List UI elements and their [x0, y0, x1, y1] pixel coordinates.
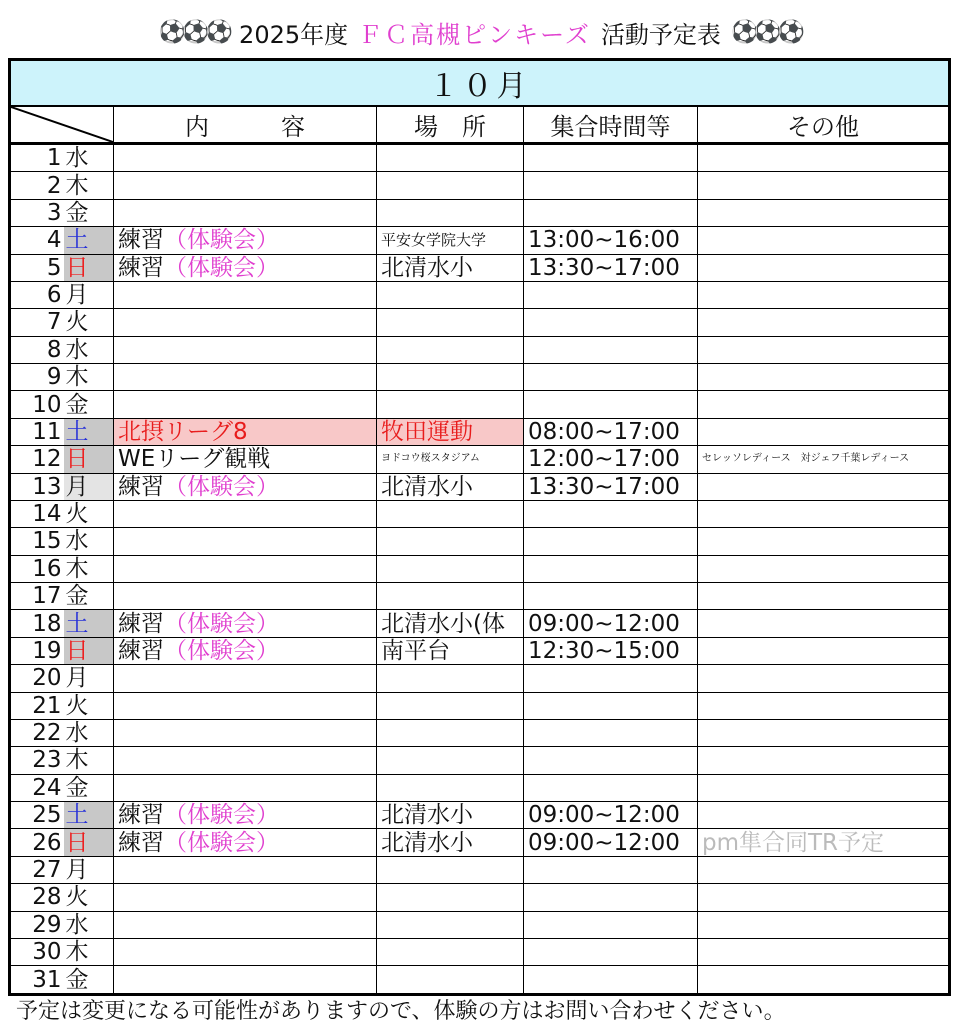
table-row: [10, 364, 950, 391]
event-title: 練習: [118, 254, 164, 281]
event-content: [114, 172, 377, 199]
day-number: 30: [10, 938, 64, 965]
event-place: [377, 309, 524, 336]
table-row: [10, 802, 950, 829]
event-place: [377, 364, 524, 391]
table-row: [10, 391, 950, 418]
meeting-time: [524, 884, 698, 911]
other-note: [698, 336, 950, 363]
day-number: 15: [10, 528, 64, 555]
column-header-time: 集合時間等: [524, 106, 698, 144]
weekday-cell: 水: [64, 719, 114, 746]
table-row: [10, 254, 950, 281]
table-row: [10, 583, 950, 610]
table-row: [10, 144, 950, 172]
meeting-time: [524, 966, 698, 995]
meeting-time: [524, 911, 698, 938]
event-content: [114, 692, 377, 719]
event-content: [114, 719, 377, 746]
day-number: 5: [10, 254, 64, 281]
event-content: [114, 336, 377, 363]
day-number: 10: [10, 391, 64, 418]
day-number: 11: [10, 418, 64, 445]
trial-session-note: （体験会）: [164, 254, 279, 281]
other-note: [698, 583, 950, 610]
weekday-cell: 木: [64, 364, 114, 391]
meeting-time: [524, 856, 698, 883]
meeting-time: 13:30~17:00: [524, 254, 698, 281]
event-content: [114, 884, 377, 911]
trial-session-note: （体験会）: [164, 829, 279, 856]
other-note: [698, 856, 950, 883]
meeting-time: [524, 309, 698, 336]
meeting-time: [524, 391, 698, 418]
other-note: [698, 884, 950, 911]
document-title: [0, 12, 960, 52]
day-number: 26: [10, 829, 64, 856]
day-number: 27: [10, 856, 64, 883]
day-number: 13: [10, 473, 64, 500]
event-place: [377, 500, 524, 527]
event-place: 北清水小: [377, 254, 524, 281]
weekday-cell: 火: [64, 500, 114, 527]
trial-session-note: （体験会）: [164, 610, 279, 637]
table-row: [10, 446, 950, 473]
meeting-time: [524, 281, 698, 308]
weekday-cell: 火: [64, 884, 114, 911]
event-place: ヨドコウ桜スタジアム: [377, 446, 524, 473]
other-note: [698, 418, 950, 445]
other-note: [698, 364, 950, 391]
weekday-cell: 日: [64, 829, 114, 856]
event-place: [377, 555, 524, 582]
table-row: [10, 473, 950, 500]
table-row: [10, 774, 950, 801]
event-title: 練習: [118, 473, 164, 500]
day-number: 12: [10, 446, 64, 473]
event-place: 北清水小: [377, 829, 524, 856]
trial-session-note: （体験会）: [164, 473, 279, 500]
day-number: 14: [10, 500, 64, 527]
day-number: 9: [10, 364, 64, 391]
weekday-cell: 土: [64, 418, 114, 445]
meeting-time: [524, 583, 698, 610]
table-row: [10, 884, 950, 911]
event-title: WEリーグ観戦: [118, 446, 271, 473]
event-place: [377, 336, 524, 363]
weekday-cell: 土: [64, 610, 114, 637]
event-content: [114, 418, 377, 445]
table-row: [10, 665, 950, 692]
event-place: [377, 144, 524, 172]
event-content: [114, 610, 377, 637]
weekday-cell: 日: [64, 254, 114, 281]
meeting-time: [524, 692, 698, 719]
event-content: [114, 144, 377, 172]
event-content: [114, 254, 377, 281]
event-content: [114, 281, 377, 308]
event-place: [377, 391, 524, 418]
day-number: 21: [10, 692, 64, 719]
day-number: 20: [10, 665, 64, 692]
table-row: [10, 966, 950, 995]
table-row: [10, 856, 950, 883]
day-number: 6: [10, 281, 64, 308]
event-place: [377, 692, 524, 719]
meeting-time: 09:00~12:00: [524, 829, 698, 856]
day-number: 4: [10, 227, 64, 254]
other-note: [698, 692, 950, 719]
event-content: [114, 364, 377, 391]
trial-session-note: （体験会）: [164, 802, 279, 829]
table-row: [10, 500, 950, 527]
weekday-cell: 水: [64, 336, 114, 363]
meeting-time: 09:00~12:00: [524, 802, 698, 829]
event-place: [377, 719, 524, 746]
weekday-cell: 金: [64, 966, 114, 995]
event-title: 練習: [118, 227, 164, 254]
table-row: [10, 719, 950, 746]
other-note: [698, 966, 950, 995]
column-header-place: 場 所: [377, 106, 524, 144]
event-place: [377, 199, 524, 226]
table-row: [10, 418, 950, 445]
weekday-cell: 木: [64, 747, 114, 774]
column-header-other: その他: [698, 106, 950, 144]
diagonal-line-icon: [11, 107, 113, 142]
trial-session-note: （体験会）: [164, 637, 279, 664]
event-content: [114, 665, 377, 692]
event-content: [114, 966, 377, 995]
event-content: [114, 446, 377, 473]
schedule-table: [8, 58, 951, 996]
table-row: [10, 555, 950, 582]
event-place: [377, 172, 524, 199]
other-note: [698, 281, 950, 308]
event-place: [377, 884, 524, 911]
meeting-time: [524, 528, 698, 555]
meeting-time: 09:00~12:00: [524, 610, 698, 637]
soccer-ball-icon: ⚽⚽⚽: [158, 19, 230, 45]
other-note: [698, 802, 950, 829]
table-row: [10, 911, 950, 938]
other-note: [698, 637, 950, 664]
weekday-cell: 火: [64, 309, 114, 336]
meeting-time: 12:00~17:00: [524, 446, 698, 473]
table-row: [10, 829, 950, 856]
event-content: [114, 637, 377, 664]
meeting-time: [524, 500, 698, 527]
table-row: [10, 938, 950, 965]
event-content: [114, 856, 377, 883]
event-place: 牧田運動: [377, 418, 524, 445]
other-note: [698, 528, 950, 555]
other-note: [698, 719, 950, 746]
other-note: [698, 172, 950, 199]
event-place: [377, 911, 524, 938]
meeting-time: 12:30~15:00: [524, 637, 698, 664]
event-place: [377, 747, 524, 774]
meeting-time: [524, 774, 698, 801]
meeting-time: 13:00~16:00: [524, 227, 698, 254]
other-note: pm隼合同TR予定: [698, 829, 950, 856]
weekday-cell: 月: [64, 281, 114, 308]
table-row: [10, 309, 950, 336]
event-content: [114, 802, 377, 829]
weekday-cell: 木: [64, 172, 114, 199]
other-note: [698, 610, 950, 637]
event-place: [377, 583, 524, 610]
other-note: [698, 774, 950, 801]
event-title: 練習: [118, 802, 164, 829]
table-row: [10, 637, 950, 664]
soccer-ball-icon: ⚽⚽⚽: [730, 19, 802, 45]
event-place: 北清水小: [377, 473, 524, 500]
event-content: [114, 199, 377, 226]
corner-diagonal-cell: [10, 106, 114, 144]
day-number: 2: [10, 172, 64, 199]
event-place: 北清水小(体: [377, 610, 524, 637]
day-number: 23: [10, 747, 64, 774]
other-note: [698, 309, 950, 336]
event-content: [114, 555, 377, 582]
meeting-time: [524, 199, 698, 226]
day-number: 28: [10, 884, 64, 911]
weekday-cell: 月: [64, 856, 114, 883]
table-row: [10, 199, 950, 226]
event-place: 南平台: [377, 637, 524, 664]
meeting-time: 08:00~17:00: [524, 418, 698, 445]
weekday-cell: 水: [64, 528, 114, 555]
event-place: [377, 665, 524, 692]
day-number: 31: [10, 966, 64, 995]
other-note: [698, 938, 950, 965]
event-place: [377, 281, 524, 308]
event-place: [377, 938, 524, 965]
event-content: [114, 938, 377, 965]
event-place: 北清水小: [377, 802, 524, 829]
meeting-time: [524, 364, 698, 391]
weekday-cell: 土: [64, 227, 114, 254]
footer-note: 予定は変更になる可能性がありますので、体験の方はお問い合わせください。: [16, 999, 786, 1024]
other-note: [698, 665, 950, 692]
meeting-time: [524, 555, 698, 582]
table-row: [10, 747, 950, 774]
day-number: 1: [10, 144, 64, 172]
day-number: 18: [10, 610, 64, 637]
event-content: [114, 309, 377, 336]
event-title: 練習: [118, 610, 164, 637]
event-title: 練習: [118, 829, 164, 856]
day-number: 19: [10, 637, 64, 664]
other-note: [698, 199, 950, 226]
table-row: [10, 227, 950, 254]
day-number: 29: [10, 911, 64, 938]
meeting-time: 13:30~17:00: [524, 473, 698, 500]
schedule-title: 活動予定表: [600, 20, 721, 49]
event-title: 練習: [118, 637, 164, 664]
weekday-cell: 金: [64, 391, 114, 418]
other-note: [698, 473, 950, 500]
table-row: [10, 336, 950, 363]
weekday-cell: 土: [64, 802, 114, 829]
event-content: [114, 528, 377, 555]
event-content: [114, 227, 377, 254]
trial-session-note: （体験会）: [164, 227, 279, 254]
table-row: [10, 692, 950, 719]
meeting-time: [524, 336, 698, 363]
meeting-time: [524, 719, 698, 746]
event-content: [114, 391, 377, 418]
event-content: [114, 829, 377, 856]
event-place: [377, 528, 524, 555]
day-number: 8: [10, 336, 64, 363]
other-note: [698, 911, 950, 938]
event-content: [114, 583, 377, 610]
meeting-time: [524, 665, 698, 692]
day-number: 16: [10, 555, 64, 582]
table-row: [10, 172, 950, 199]
weekday-cell: 水: [64, 911, 114, 938]
other-note: [698, 227, 950, 254]
event-place: [377, 856, 524, 883]
event-title: 北摂リーグ8: [118, 418, 248, 445]
column-header-content: 内 容: [114, 106, 377, 144]
weekday-cell: 木: [64, 555, 114, 582]
meeting-time: [524, 938, 698, 965]
day-number: 25: [10, 802, 64, 829]
day-number: 17: [10, 583, 64, 610]
other-note: [698, 747, 950, 774]
weekday-cell: 日: [64, 637, 114, 664]
weekday-cell: 木: [64, 938, 114, 965]
other-note: [698, 500, 950, 527]
other-note: セレッソレディース 対ジェフ千葉レディース: [698, 446, 950, 473]
table-row: [10, 281, 950, 308]
day-number: 24: [10, 774, 64, 801]
other-note: [698, 391, 950, 418]
event-place: [377, 774, 524, 801]
day-number: 22: [10, 719, 64, 746]
event-place: [377, 966, 524, 995]
event-content: [114, 774, 377, 801]
other-note: [698, 254, 950, 281]
table-row: [10, 528, 950, 555]
table-row: [10, 610, 950, 637]
event-content: [114, 911, 377, 938]
weekday-cell: 金: [64, 199, 114, 226]
weekday-cell: 日: [64, 446, 114, 473]
day-number: 7: [10, 309, 64, 336]
meeting-time: [524, 172, 698, 199]
day-number: 3: [10, 199, 64, 226]
weekday-cell: 金: [64, 583, 114, 610]
fiscal-year: 2025年度: [239, 20, 349, 49]
weekday-cell: 水: [64, 144, 114, 172]
weekday-cell: 月: [64, 473, 114, 500]
event-content: [114, 500, 377, 527]
meeting-time: [524, 747, 698, 774]
event-content: [114, 747, 377, 774]
weekday-cell: 金: [64, 774, 114, 801]
other-note: [698, 555, 950, 582]
other-note: [698, 144, 950, 172]
event-content: [114, 473, 377, 500]
meeting-time: [524, 144, 698, 172]
weekday-cell: 火: [64, 692, 114, 719]
event-place: 平安女学院大学: [377, 227, 524, 254]
weekday-cell: 月: [64, 665, 114, 692]
month-header: １０月: [10, 60, 950, 107]
team-name: ＦＣ高槻ピンキーズ: [358, 20, 591, 49]
